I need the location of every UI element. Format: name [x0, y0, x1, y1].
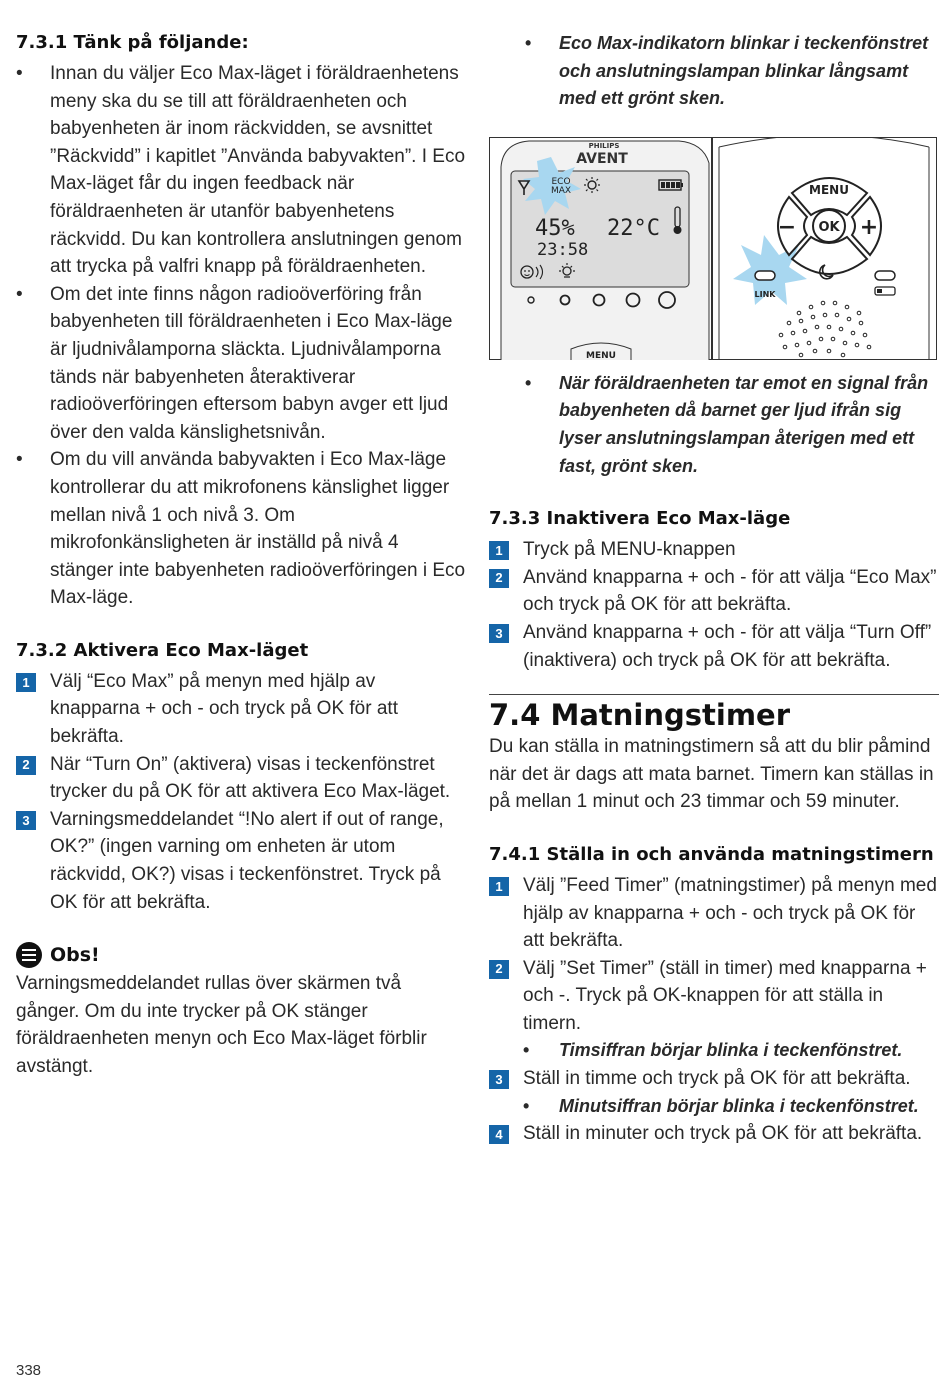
list-item: • När föräldraenheten tar emot en signal från babyenheten då barnet ger ljud ifrån sig lyser anslutningslampan återigen med ett fast, grönt sken. [489, 370, 939, 480]
list-item [16, 751, 466, 806]
step-number: 3 [489, 624, 509, 643]
timer-steps [489, 872, 939, 1148]
section-7-4-intro: Du kan ställa in matningstimern så att du blir påmind när det är dags att mata barnet. Timern kan ställas in på mellan 1 minut och 23 timmar och 59 minuter. [489, 736, 934, 813]
step-text: När “Turn On” (aktivera) visas i teckenfönstret trycker du på OK för att aktivera Eco Max-läget. [50, 753, 451, 803]
step-number: 4 [489, 1125, 509, 1144]
section-7-3-2-heading: 7.3.2 Aktivera Eco Max-läget [16, 639, 309, 661]
step-number: 2 [16, 756, 36, 775]
minus-button: − [777, 215, 797, 240]
step-number: 2 [489, 569, 509, 588]
list-item [489, 536, 939, 564]
section-7-4-heading: 7.4 Matningstimer [489, 694, 939, 733]
power-lamp [875, 271, 895, 280]
eco-indicator-bullet [489, 30, 939, 113]
list-item [489, 619, 939, 674]
list-item [489, 872, 939, 955]
deactivate-steps [489, 536, 939, 674]
step-text: Använd knapparna + och - för att välja “Turn Off” (inaktivera) och tryck på OK för att bekräfta. [523, 621, 932, 671]
step-text: Ställ in minuter och tryck på OK för att bekräfta. [523, 1123, 923, 1145]
eco-label-line1: ECO [551, 177, 571, 187]
step-text: Varningsmeddelandet “!No alert if out of range, OK?” (ingen varning om enheten är utom räckvidd, OK?) visas i teckenfönstret. Tryck på OK för att bekräfta. [50, 808, 444, 913]
list-item [489, 955, 939, 1065]
temperature-readout: 22°C [607, 216, 660, 241]
step-text: Välj ”Set Timer” (ställ in timer) med knapparna + och -. Tryck på OK-knappen för att ställa in timern. [523, 957, 927, 1034]
step-number: 1 [489, 877, 509, 896]
signal-bullet [489, 370, 939, 480]
section-7-3-1-heading: 7.3.1 Tänk på följande: [16, 32, 249, 53]
note-icon [16, 942, 42, 968]
eco-label-line2: MAX [550, 186, 572, 196]
list-item: • Minutsiffran börjar blinka i teckenfönstret. [523, 1093, 939, 1121]
list-item [489, 564, 939, 619]
list-item [489, 1120, 939, 1148]
sub-bullet-list [523, 1093, 939, 1121]
plus-button: + [859, 215, 879, 240]
parent-unit-illustration [489, 137, 937, 361]
step-text: Använd knapparna + och - för att välja “Eco Max” och tryck på OK för att bekräfta. [523, 566, 937, 616]
humidity-readout: 45% [535, 216, 575, 241]
brand-philips: PHILIPS [588, 142, 620, 150]
step-number: 1 [489, 541, 509, 560]
step-text: Välj ”Feed Timer” (matningstimer) på menyn med hjälp av knapparna + och - och tryck på OK för att bekräfta. [523, 874, 937, 952]
section-7-3-3-heading: 7.3.3 Inaktivera Eco Max-läge [489, 508, 791, 530]
link-label: LINK [754, 290, 776, 299]
brand-avent: AVENT [576, 151, 628, 167]
sub-bullet-list [523, 1037, 939, 1065]
step-text: Tryck på MENU-knappen [523, 539, 736, 561]
step-number: 3 [16, 811, 36, 830]
note-text: Varningsmeddelandet rullas över skärmen två gånger. Om du inte trycker på OK stänger föräldraenheten menyn och Eco Max-läget förblir avstängt. [16, 973, 427, 1077]
list-item [489, 1065, 939, 1120]
activate-steps [16, 668, 466, 916]
left-column [16, 30, 466, 1081]
link-lamp [755, 271, 775, 280]
step-number: 3 [489, 1070, 509, 1089]
note-heading [16, 942, 466, 968]
list-item: • Om du vill använda babyvakten i Eco Max-läge kontrollerar du att mikrofonens känslighet ligger mellan nivå 1 och nivå 3. Om mikrofonkänsligheten är inställd på nivå 4 stänger inte babyenheten radioöverföringen i Eco Max-läge. [16, 446, 466, 612]
list-item: • Timsiffran börjar blinka i teckenfönstret. [523, 1037, 939, 1065]
battery-lamp-icon [875, 287, 895, 295]
list-item: • Innan du väljer Eco Max-läget i föräldraenhetens meny ska du se till att föräldraenheten och babyenheten är inom räckvidden, se avsnittet ”Räckvidd” i kapitlet ”Använda babyvakten”. I Eco Max-läget får du ingen feedback när föräldraenheten är utanför babyenhetens räckvidd. Du kan kontrollera anslutningen genom att trycka på valfri knapp på föräldraenheten. [16, 60, 466, 281]
list-item [16, 806, 466, 916]
list-item: • Om det inte finns någon radioöverföring från babyenheten till föräldraenheten i Eco Max-läge är ljudnivålamporna släckta. Ljudnivålamporna tänds när babyenheten återaktiverar radioöverföringen eftersom babyn avger ett ljud över den valda känslighetsnivån. [16, 281, 466, 447]
section-7-4-1-heading: 7.4.1 Ställa in och använda matningstimern [489, 843, 934, 865]
step-number: 1 [16, 673, 36, 692]
page-number: 338 [16, 1362, 42, 1379]
note-label: Obs! [50, 944, 100, 967]
list-item: • Eco Max-indikatorn blinkar i teckenfönstret och anslutningslampan blinkar långsamt med ett grönt sken. [489, 30, 939, 113]
step-text: Ställ in timme och tryck på OK för att bekräfta. [523, 1068, 911, 1090]
bottom-menu-label: MENU [586, 351, 616, 361]
step-text: Välj “Eco Max” på menyn med hjälp av knapparna + och - och tryck på OK för att bekräfta. [50, 670, 398, 748]
list-item [16, 668, 466, 751]
step-number: 2 [489, 960, 509, 979]
ok-button: OK [818, 220, 840, 235]
clock-readout: 23:58 [537, 240, 589, 260]
menu-button: MENU [809, 183, 849, 197]
considerations-list [16, 60, 466, 612]
